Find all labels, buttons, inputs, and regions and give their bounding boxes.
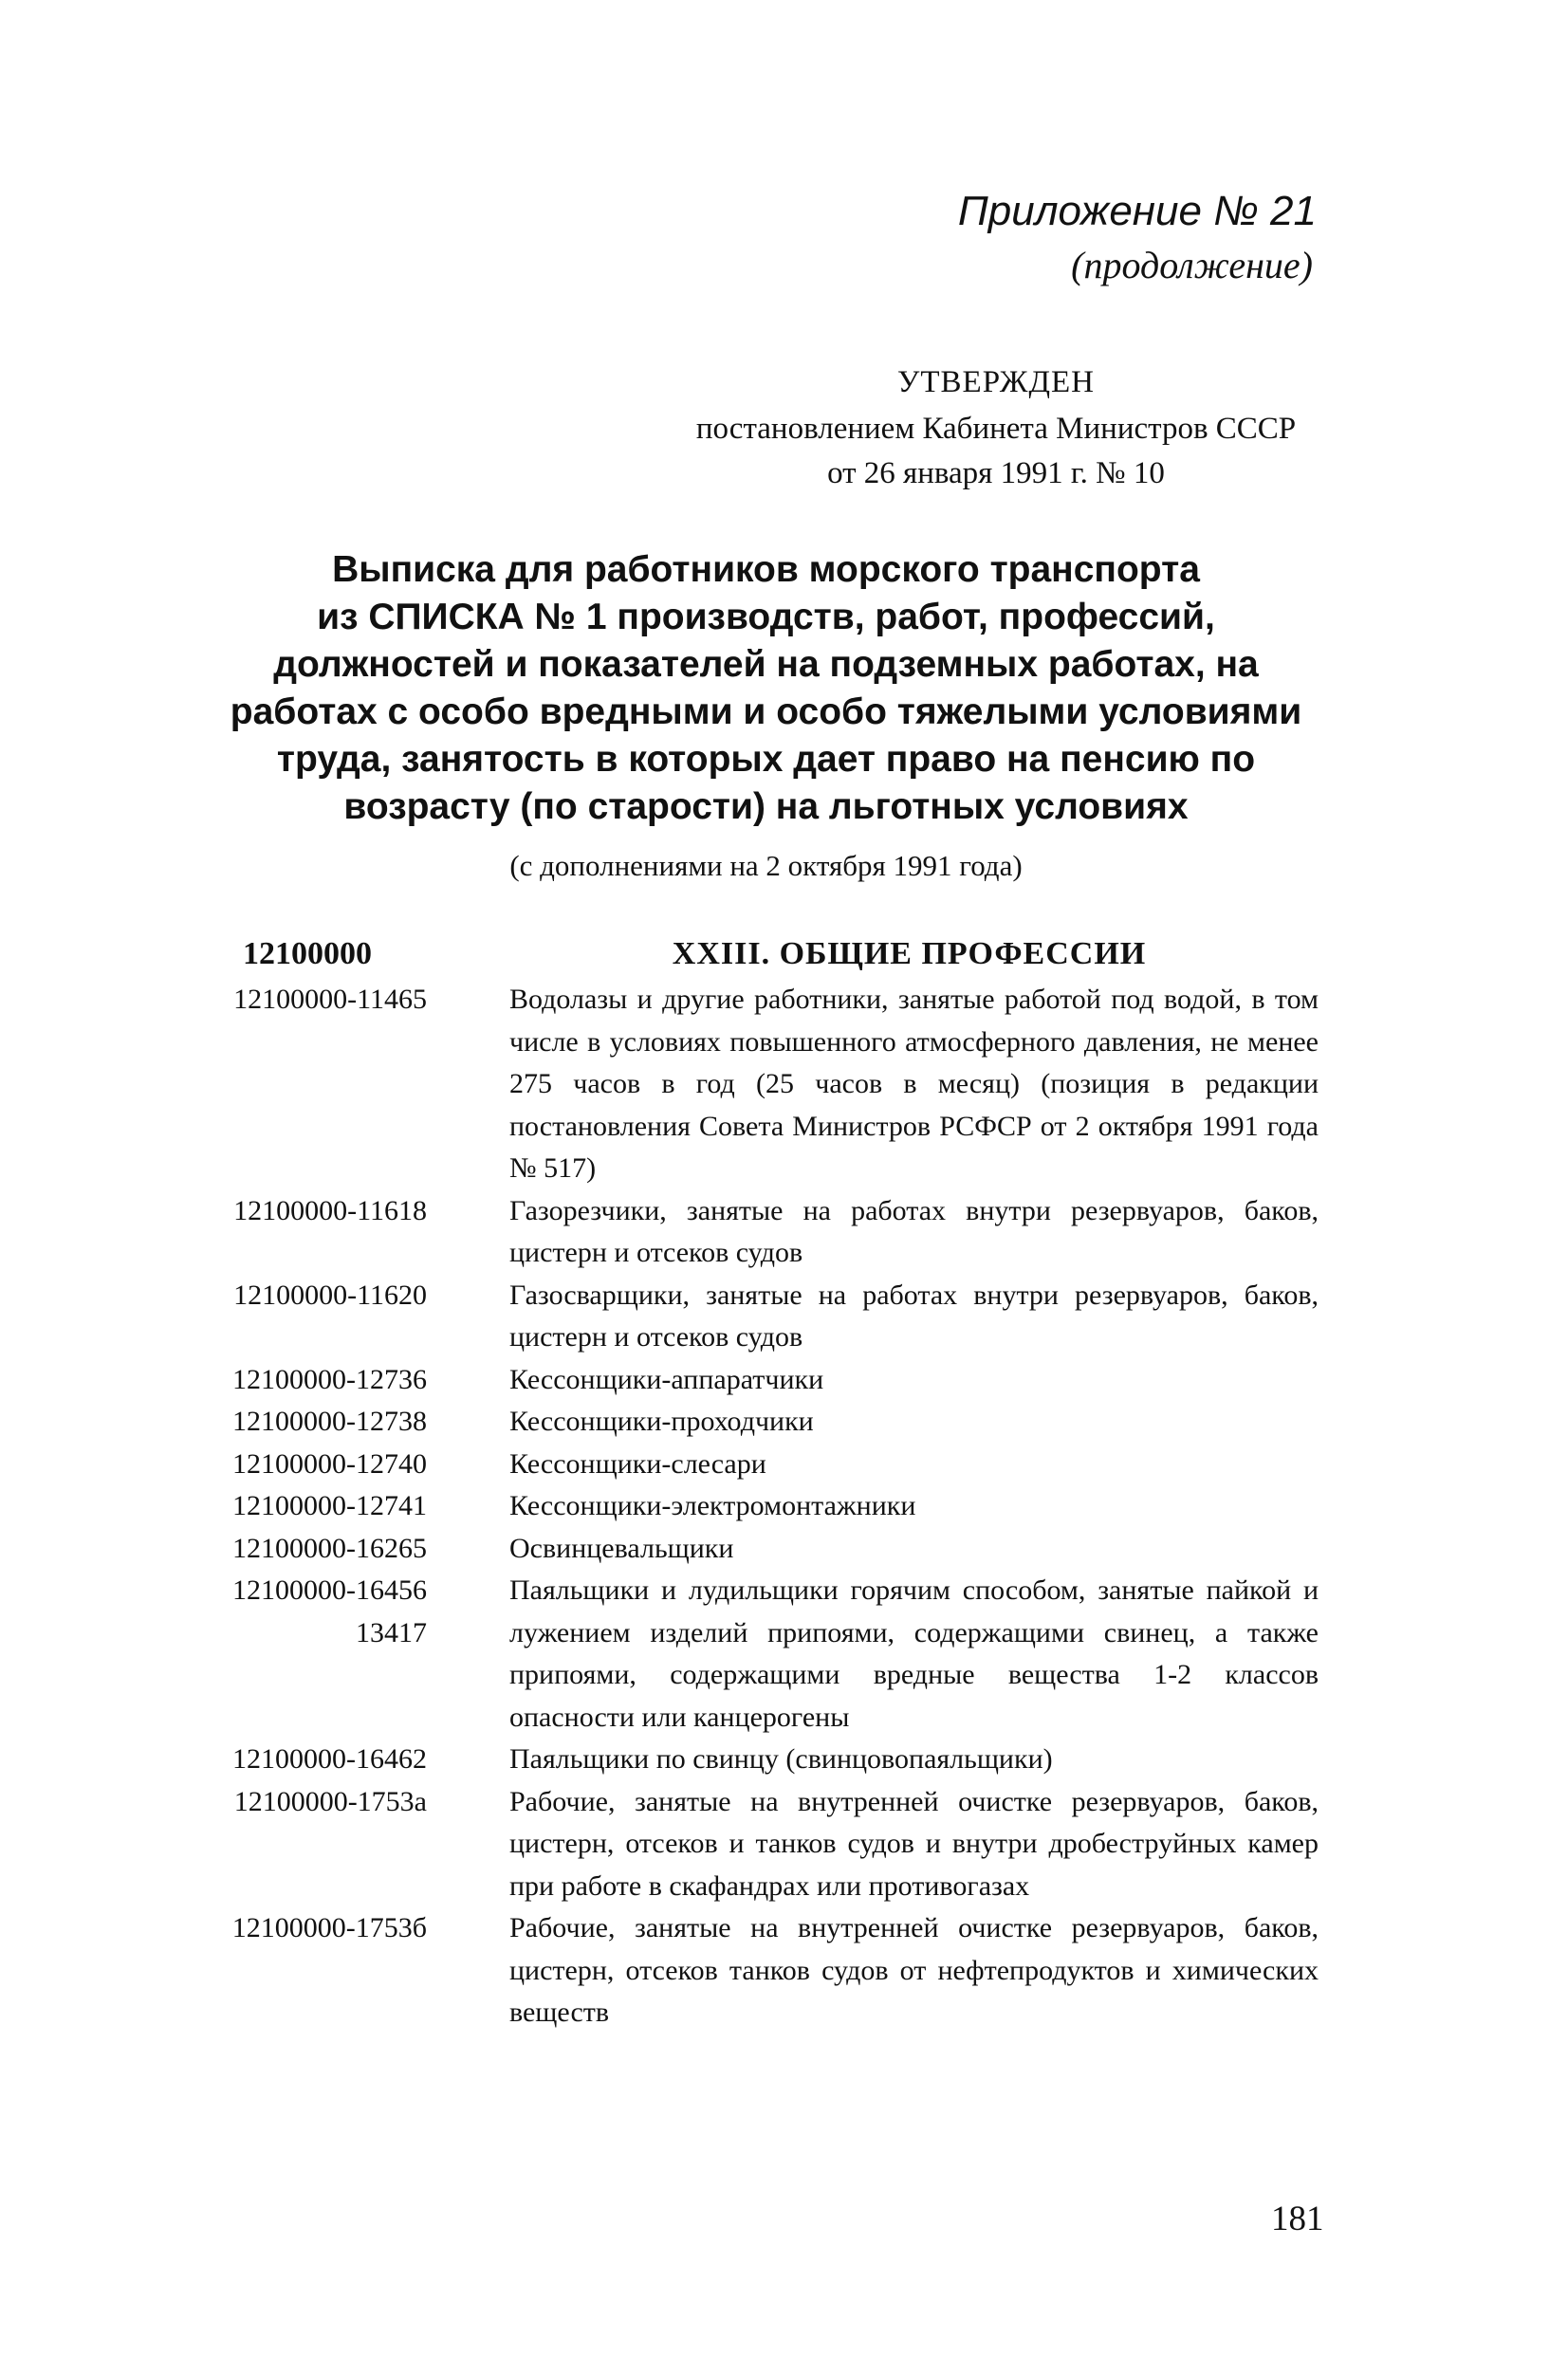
entry-code: 12100000-12738 — [232, 1406, 427, 1437]
entry-codes — [188, 1739, 427, 1781]
entry-text: Кессонщики-электромонтажники — [509, 1490, 916, 1521]
entry-code: 12100000-16456 — [232, 1574, 427, 1606]
entry-text: Паяльщики и лудильщики горячим способом, занятые пайкой и лужением изделий припоями, содержащими свинец, а также припоями, содержащими вредные вещества 1-2 классов опасности или канцерогены — [509, 1574, 1319, 1733]
entry-text: Рабочие, занятые на внутренней очистке резервуаров, баков, цистерн, отсеков танков судов от нефтепродуктов и химических веществ — [509, 1912, 1319, 2028]
entry-codes — [188, 1190, 427, 1275]
entry-codes — [188, 1570, 427, 1739]
entry-text: Водолазы и другие работники, занятые работой под водой, в том числе в условиях повышенного атмосферного давления, не менее 275 часов в год (25 часов в месяц) (позиция в редакции постановления Совета Министров РСФСР от 2 октября 1991 года № 517) — [509, 984, 1319, 1184]
document-subtitle: (с дополнениями на 2 октября 1991 года) — [509, 849, 1023, 882]
title-line-5: труда, занятость в которых дает право на пенсию по — [276, 739, 1256, 780]
entry-code: 12100000-12741 — [232, 1490, 427, 1521]
title-line-3: должностей и показателей на подземных работах, на — [273, 644, 1259, 685]
entry-text: Кессонщики-слесари — [509, 1447, 766, 1480]
approval-line-2: от 26 января 1991 г. № 10 — [827, 456, 1165, 490]
title-line-1: Выписка для работников морского транспорта — [332, 549, 1200, 590]
approval-block — [636, 360, 1356, 496]
list-item — [188, 1444, 1319, 1486]
section-code: 12100000 — [243, 936, 372, 971]
entry-codes — [188, 1528, 427, 1571]
entry-code: 12100000-12740 — [232, 1447, 427, 1480]
entries-list — [188, 979, 1319, 2034]
list-item — [188, 1739, 1319, 1781]
entry-codes — [188, 1401, 427, 1444]
list-item — [188, 1528, 1319, 1571]
entry-code: 12100000-12736 — [232, 1363, 427, 1395]
title-line-4: работах с особо вредными и особо тяжелыми условиями — [230, 691, 1302, 732]
list-item — [188, 1907, 1319, 2034]
list-item — [188, 1570, 1319, 1739]
entry-code: 12100000-11618 — [233, 1194, 427, 1226]
list-item — [188, 979, 1319, 1190]
entry-codes — [188, 1359, 427, 1402]
entry-codes — [188, 1275, 427, 1359]
entry-text: Газосварщики, занятые на работах внутри резервуаров, баков, цистерн и отсеков судов — [509, 1279, 1319, 1353]
approval-heading: УТВЕРЖДЕН — [897, 365, 1095, 399]
entry-code: 13417 — [356, 1616, 427, 1648]
entry-codes — [188, 1444, 427, 1486]
entry-code: 12100000-11620 — [233, 1279, 427, 1311]
document-title — [185, 546, 1347, 831]
entry-code: 12100000-1753а — [233, 1785, 427, 1817]
title-line-2: из СПИСКА № 1 производств, работ, профессий, — [317, 597, 1215, 637]
list-item — [188, 1359, 1319, 1402]
list-item — [188, 1190, 1319, 1275]
entry-text: Газорезчики, занятые на работах внутри резервуаров, баков, цистерн и отсеков судов — [509, 1194, 1319, 1268]
entry-codes — [188, 1907, 427, 2034]
appendix-continuation: (продолжение) — [1071, 244, 1313, 286]
entry-text: Кессонщики-проходчики — [509, 1406, 814, 1437]
appendix-title: Приложение № 21 — [957, 188, 1317, 234]
list-item — [188, 1781, 1319, 1908]
page-number: 181 — [1271, 2200, 1324, 2238]
entry-code: 12100000-16265 — [232, 1532, 427, 1564]
entry-code: 12100000-11465 — [233, 984, 427, 1015]
entry-code: 12100000-16462 — [232, 1743, 427, 1775]
entry-code: 12100000-1753б — [231, 1912, 427, 1943]
entry-text: Паяльщики по свинцу (свинцовопаяльщики) — [509, 1743, 1053, 1775]
appendix-header — [958, 185, 1317, 293]
list-item — [188, 1275, 1319, 1359]
approval-line-1: постановлением Кабинета Министров СССР — [695, 412, 1297, 446]
title-line-6: возрасту (по старости) на льготных условиях — [343, 786, 1189, 827]
entry-text: Рабочие, занятые на внутренней очистке резервуаров, баков, цистерн, отсеков и танков судов и внутри дробеструйных камер при работе в скафандрах или противогазах — [509, 1785, 1319, 1902]
entry-codes — [188, 1781, 427, 1908]
entry-text: Кессонщики-аппаратчики — [509, 1363, 824, 1395]
entry-codes — [188, 1485, 427, 1528]
list-item — [188, 1401, 1319, 1444]
entry-text: Освинцевальщики — [509, 1532, 734, 1564]
list-item — [188, 1485, 1319, 1528]
entry-codes — [188, 979, 427, 1190]
section-title: XXIII. ОБЩИЕ ПРОФЕССИИ — [672, 936, 1147, 971]
